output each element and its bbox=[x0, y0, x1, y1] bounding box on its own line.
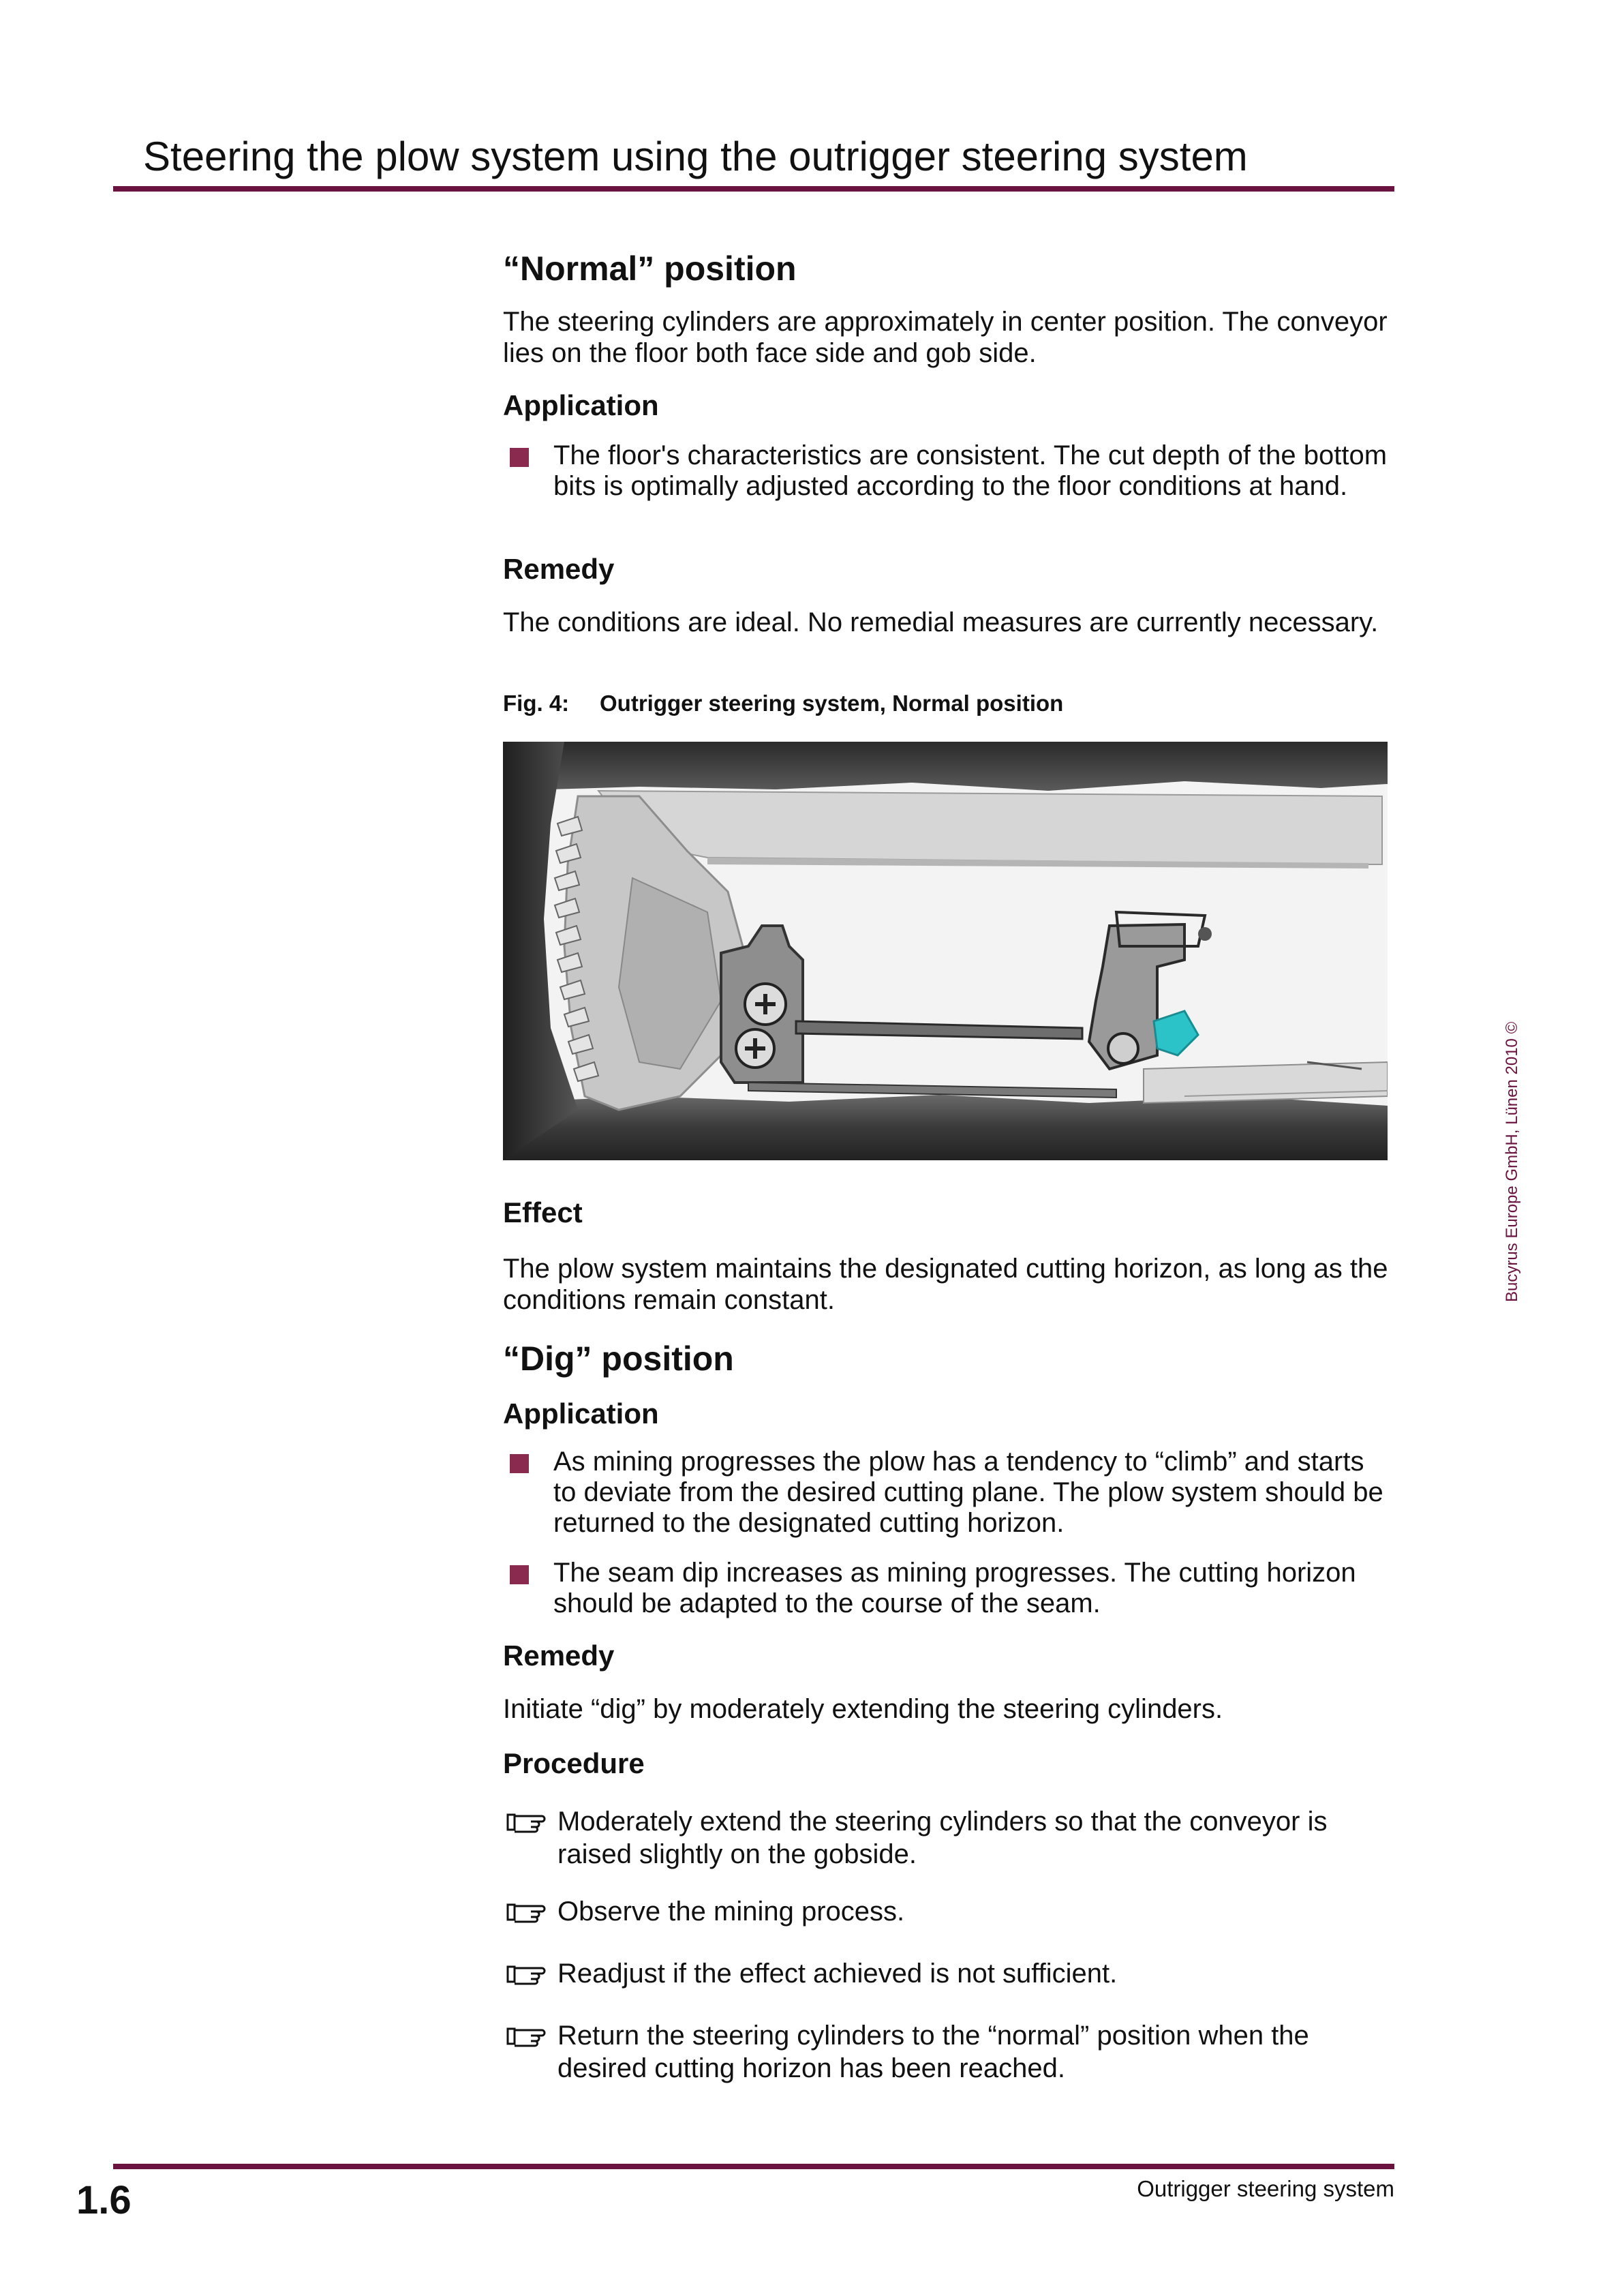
header-divider bbox=[113, 186, 1394, 192]
footer-divider bbox=[113, 2164, 1394, 2169]
square-bullet-icon bbox=[510, 448, 529, 467]
list-item bbox=[503, 440, 1389, 502]
procedure-heading: Procedure bbox=[503, 1747, 645, 1779]
procedure-step bbox=[503, 2019, 1389, 2085]
copyright-symbol: © bbox=[1503, 1021, 1521, 1034]
normal-position-heading: “Normal” position bbox=[503, 250, 797, 288]
list-item-text: As mining progresses the plow has a tendency to “climb” and starts to deviate from the desired cutting plane. The plow system should be returned to the designated cutting horizon. bbox=[553, 1447, 1383, 1538]
procedure-step-text: Moderately extend the steering cylinders so that the conveyor is raised slightly on the gobside. bbox=[557, 1807, 1328, 1869]
normal-application-heading: Application bbox=[503, 389, 659, 421]
pointing-hand-icon bbox=[506, 1808, 551, 1835]
pointing-hand-icon bbox=[506, 1898, 551, 1925]
figure-caption-text: Outrigger steering system, Normal position bbox=[600, 691, 1064, 716]
square-bullet-icon bbox=[510, 1565, 529, 1584]
list-item-text: The seam dip increases as mining progresses. The cutting horizon should be adapted to the course of the seam. bbox=[553, 1558, 1356, 1618]
figure-label: Fig. 4: bbox=[503, 691, 570, 716]
copyright-text: Bucyrus Europe GmbH, Lünen 2010 bbox=[1503, 1038, 1521, 1302]
procedure-step bbox=[503, 1895, 1389, 1928]
effect-text: The plow system maintains the designated cutting horizon, as long as the conditions remain constant. bbox=[503, 1254, 1388, 1315]
normal-remedy-heading: Remedy bbox=[503, 553, 615, 585]
list-item-text: The floor's characteristics are consistent. The cut depth of the bottom bits is optimally adjusted according to the floor conditions at hand. bbox=[553, 440, 1388, 501]
outrigger-steering-figure bbox=[503, 742, 1388, 1160]
copyright-notice bbox=[1503, 1022, 1522, 1302]
effect-heading: Effect bbox=[503, 1196, 583, 1228]
procedure-step-text: Return the steering cylinders to the “normal” position when the desired cutting horizon has been reached. bbox=[557, 2021, 1309, 2083]
dig-position-heading: “Dig” position bbox=[503, 1340, 734, 1378]
normal-remedy-text: The conditions are ideal. No remedial measures are currently necessary. bbox=[503, 607, 1379, 637]
dig-remedy-heading: Remedy bbox=[503, 1640, 615, 1672]
dig-remedy-text: Initiate “dig” by moderately extending the steering cylinders. bbox=[503, 1694, 1223, 1724]
figure-caption bbox=[503, 691, 1389, 716]
pointing-hand-icon bbox=[506, 2022, 551, 2049]
procedure-step-text: Observe the mining process. bbox=[557, 1897, 905, 1927]
list-item bbox=[503, 1558, 1389, 1619]
list-item bbox=[503, 1447, 1389, 1539]
page-number: 1.6 bbox=[76, 2178, 132, 2222]
procedure-step-text: Readjust if the effect achieved is not sufficient. bbox=[557, 1959, 1118, 1989]
square-bullet-icon bbox=[510, 1454, 529, 1473]
procedure-step bbox=[503, 1957, 1389, 1990]
page-title: Steering the plow system using the outrigger steering system bbox=[143, 134, 1248, 179]
pointing-hand-icon bbox=[506, 1960, 551, 1987]
normal-intro-text: The steering cylinders are approximately in center position. The conveyor lies on the floor both face side and gob side. bbox=[503, 307, 1388, 368]
dig-application-heading: Application bbox=[503, 1398, 659, 1430]
footer-section-title: Outrigger steering system bbox=[1137, 2176, 1394, 2201]
procedure-step bbox=[503, 1805, 1389, 1871]
